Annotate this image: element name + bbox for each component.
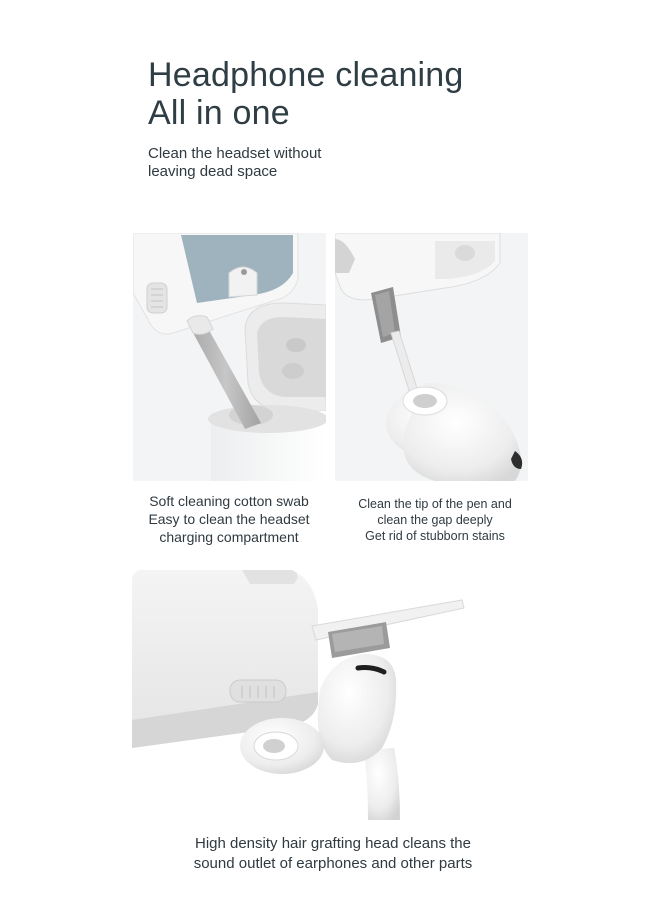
tip-caption-line-3: Get rid of stubborn stains	[365, 529, 505, 543]
pen-tip-illustration	[335, 233, 528, 481]
swab-feature-caption	[118, 492, 340, 546]
swab-caption-line-3: charging compartment	[159, 529, 299, 545]
tip-caption-line-2: clean the gap deeply	[377, 513, 493, 527]
swab-caption-line-2: Easy to clean the headset	[148, 511, 310, 527]
headline	[148, 56, 588, 132]
tip-caption-line-1: Clean the tip of the pen and	[358, 497, 512, 511]
pen-tip-cleaning-photo	[335, 233, 528, 481]
brush-caption-line-1: High density hair grafting head cleans the	[194, 835, 471, 852]
brush-head-illustration	[132, 570, 528, 820]
subtitle	[148, 145, 508, 181]
subtitle-line-2: leaving dead space	[148, 163, 278, 180]
headline-line-2: All in one	[148, 94, 290, 132]
brush-feature-caption	[150, 834, 516, 874]
swab-caption-line-1: Soft cleaning cotton swab	[149, 493, 309, 509]
headline-line-1: Headphone cleaning	[148, 56, 464, 94]
tip-feature-caption	[335, 496, 535, 544]
swab-cleaning-illustration	[133, 233, 326, 481]
swab-cleaning-photo	[133, 233, 326, 481]
brush-head-cleaning-photo	[132, 570, 528, 820]
subtitle-line-1: Clean the headset without	[148, 145, 322, 162]
brush-caption-line-2: sound outlet of earphones and other parts	[193, 855, 473, 872]
